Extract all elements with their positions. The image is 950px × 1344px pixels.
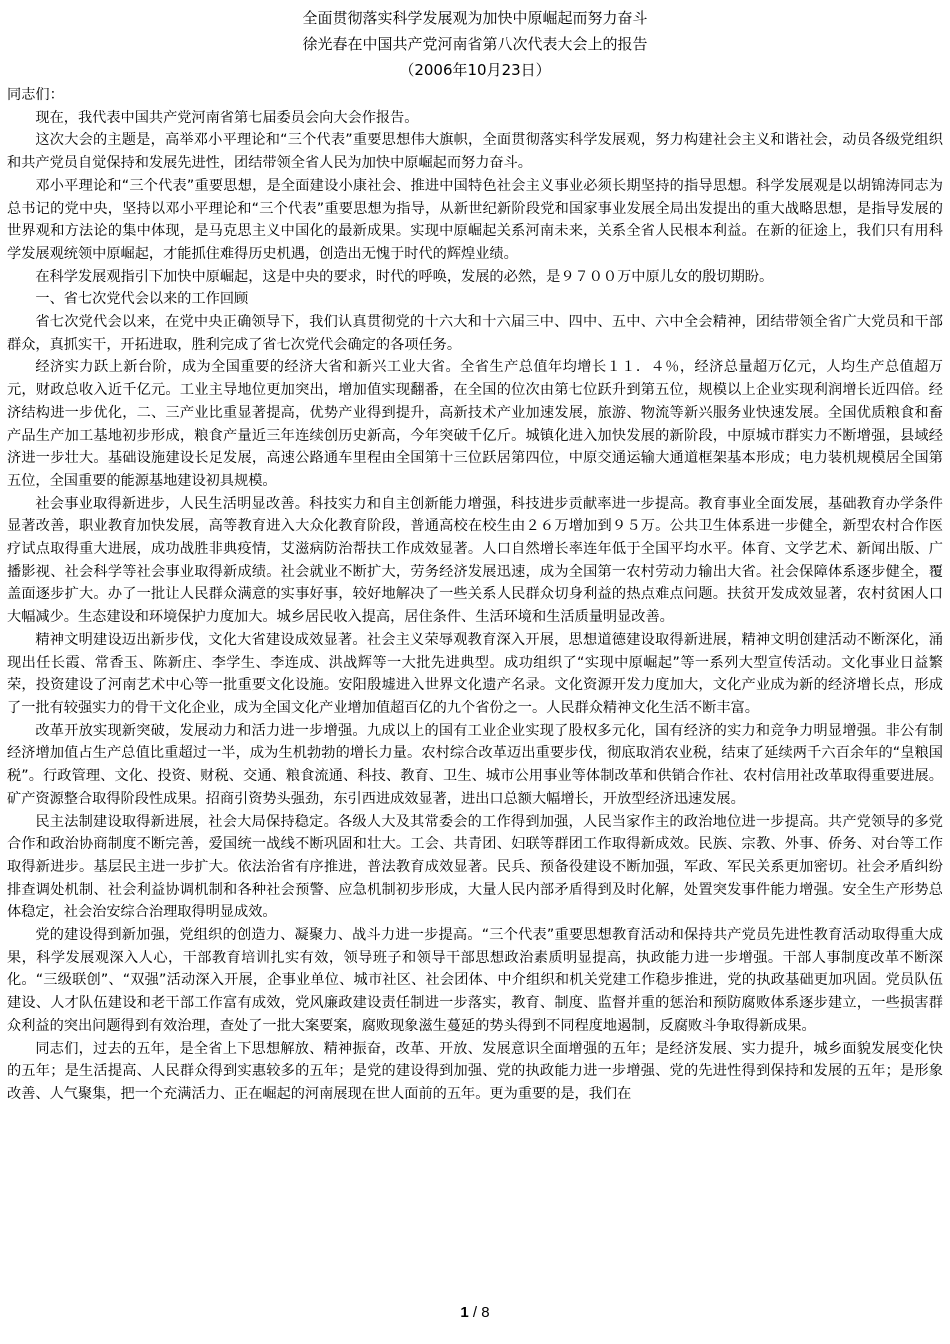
paragraph: 经济实力跃上新台阶，成为全国重要的经济大省和新兴工业大省。全省生产总值年均增长１１．４％，经济总量超万亿元，人均生产总值超万元，财政总收入近千亿元。工业主导地位更加突出，增加值实现翻番，在全国的位次由第七位跃升到第五位，规模以上企业实现利润增长近四倍。经济结构进一步优化，二、三产业比重显著提高，优势产业得到提升，高新技术产业加速发展，旅游、物流等新兴服务业快速发展。全国优质粮食和畜产品生产加工基地初步形成，粮食产量近三年连续创历史新高，今年突破千亿斤。城镇化进入加快发展的新阶段，中原城市群实力不断增强，县域经济进一步壮大。基础设施建设长足发展，高速公路通车里程由全国第十三位跃居第四位，中原交通运输大通道框架基本形成；电力装机规模居全国第五位，全国重要的能源基地建设初具规模。 bbox=[7, 359, 943, 489]
paragraph: 社会事业取得新进步，人民生活明显改善。科技实力和自主创新能力增强，科技进步贡献率进一步提高。教育事业全面发展，基础教育办学条件显著改善，职业教育加快发展，高等教育进入大众化教育阶段，普通高校在校生由２６万增加到９５万。公共卫生体系进一步健全，新型农村合作医疗试点取得重大进展，成功战胜非典疫情，艾滋病防治帮扶工作成效显著。人口自然增长率连年低于全国平均水平。体育、文学艺术、新闻出版、广播影视、社会科学等社会事业取得新成绩。社会就业不断扩大，劳务经济发展迅速，成为全国第一农村劳动力输出大省。社会保障体系逐步健全，覆盖面逐步扩大。办了一批让人民群众满意的实事好事，较好地解决了一些关系人民群众切身利益的热点难点问题。扶贫开发成效显著，农村贫困人口大幅减少。生态建设和环境保护力度加大。城乡居民收入提高，居住条件、生活环境和生活质量明显改善。 bbox=[7, 495, 943, 626]
paragraph: 民主法制建设取得新进展，社会大局保持稳定。各级人大及其常委会的工作得到加强，人民当家作主的政治地位进一步提高。共产党领导的多党合作和政治协商制度不断完善，爱国统一战线不断巩固和壮大。工会、共青团、妇联等群团工作取得新成效。民族、宗教、外事、侨务、对台等工作取得新进步。基层民主进一步扩大。依法治省有序推进，普法教育成效显著。民兵、预备役建设不断加强，军政、军民关系更加密切。社会矛盾纠纷排查调处机制、社会利益协调机制和各种社会预警、应急机制初步形成，大量人民内部矛盾得到及时化解，处置突发事件能力增强。安全生产形势总体稳定，社会治安综合治理取得明显成效。 bbox=[7, 813, 943, 921]
document-subtitle: 徐光春在中国共产党河南省第八次代表大会上的报告 bbox=[302, 35, 648, 53]
paragraph: 邓小平理论和“三个代表”重要思想，是全面建设小康社会、推进中国特色社会主义事业必须长期坚持的指导思想。科学发展观是以胡锦涛同志为总书记的党中央，坚持以邓小平理论和“三个代表”重要思想为指导，从新世纪新阶段党和国家事业发展全局出发提出的重大战略思想，是指导发展的世界观和方法论的集中体现，是马克思主义中国化的最新成果。实现中原崛起关系河南未来，关系全省人民根本利益。在新的征途上，我们只有用科学发展观统领中原崛起，才能抓住难得历史机遇，创造出无愧于时代的辉煌业绩。 bbox=[7, 177, 943, 262]
page-separator: / bbox=[468, 1304, 482, 1321]
paragraph: 改革开放实现新突破，发展动力和活力进一步增强。九成以上的国有工业企业实现了股权多元化，国有经济的实力和竞争力明显增强。非公有制经济增加值占生产总值比重超过一半，成为生机勃勃的增长力量。农村综合改革迈出重要步伐，彻底取消农业税，结束了延续两千六百余年的“皇粮国税”。行政管理、文化、投资、财税、交通、粮食流通、科技、教育、卫生、城市公用事业等体制改革和供销合作社、农村信用社改革取得重要进展。矿产资源整合取得阶段性成果。招商引资势头强劲，东引西进成效显著，进出口总额大幅增长，开放型经济迅速发展。 bbox=[7, 722, 943, 807]
document-date: （2006年10月23日） bbox=[399, 61, 551, 79]
current-page-number: 1 bbox=[460, 1304, 469, 1321]
paragraph: 同志们，过去的五年，是全省上下思想解放、精神振奋，改革、开放、发展意识全面增强的五年；是经济发展、实力提升，城乡面貌发展变化快的五年；是生活提高、人民群众得到实惠较多的五年；是党的建设得到加强、党的执政能力进一步增强、党的先进性得到保持和发展的五年；是形象改善、人气聚集，把一个充满活力、正在崛起的河南展现在世人面前的五年。更为重要的是，我们在 bbox=[7, 1040, 943, 1102]
paragraph: 这次大会的主题是，高举邓小平理论和“三个代表”重要思想伟大旗帜，全面贯彻落实科学发展观，努力构建社会主义和谐社会，动员各级党组织和共产党员自觉保持和发展先进性，团结带领全省人民为加快中原崛起而努力奋斗。 bbox=[7, 132, 943, 172]
paragraph: 党的建设得到新加强，党组织的创造力、凝聚力、战斗力进一步提高。“三个代表”重要思想教育活动和保持共产党员先进性教育活动取得重大成果，科学发展观深入人心，干部教育培训扎实有效，领导班子和领导干部思想政治素质明显提高，执政能力进一步增强。干部人事制度改革不断深化。“三级联创”、“双强”活动深入开展，企事业单位、城市社区、社会团体、中介组织和机关党建工作稳步推进，党的执政基础更加巩固。党员队伍建设、人才队伍建设和老干部工作富有成效，党风廉政建设责任制进一步落实，教育、制度、监督并重的惩治和预防腐败体系逐步建立，一些损害群众利益的突出问题得到有效治理，查处了一批大案要案，腐败现象滋生蔓延的势头得到不同程度地遏制，反腐败斗争取得新成果。 bbox=[7, 927, 943, 1034]
paragraph: 省七次党代会以来，在党中央正确领导下，我们认真贯彻党的十六大和十六届三中、四中、五中、六中全会精神，团结带领全省广大党员和干部群众，真抓实干，开拓进取，胜利完成了省七次党代会确定的各项任务。 bbox=[7, 314, 943, 353]
page-indicator bbox=[0, 1302, 950, 1325]
document-title: 全面贯彻落实科学发展观为加快中原崛起而努力奋斗 bbox=[302, 9, 648, 27]
paragraph: 精神文明建设迈出新步伐，文化大省建设成效显著。社会主义荣辱观教育深入开展，思想道德建设取得新进展，精神文明创建活动不断深化，涌现出任长霞、常香玉、陈新庄、李学生、李连成、洪战辉等一大批先进典型。成功组织了“实现中原崛起”等一系列大型宣传活动。文化事业日益繁荣，投资建设了河南艺术中心等一批重要文化设施。安阳殷墟进入世界文化遗产名录。文化资源开发力度加大，文化产业成为新的经济增长点，形成了一批有较强实力的骨干文化企业，成为全国文化产业增加值超百亿的九个省份之一。人民群众精神文化生活不断丰富。 bbox=[7, 631, 943, 716]
paragraph: 现在，我代表中国共产党河南省第七届委员会向大会作报告。 bbox=[35, 109, 419, 126]
section-heading: 一、省七次党代会以来的工作回顾 bbox=[35, 291, 249, 308]
document-body bbox=[7, 84, 943, 1106]
total-pages: 8 bbox=[481, 1304, 490, 1321]
paragraph: 在科学发展观指引下加快中原崛起，这是中央的要求，时代的呼唤，发展的必然，是９７００万中原儿女的殷切期盼。 bbox=[35, 268, 774, 285]
salutation: 同志们： bbox=[7, 87, 64, 103]
